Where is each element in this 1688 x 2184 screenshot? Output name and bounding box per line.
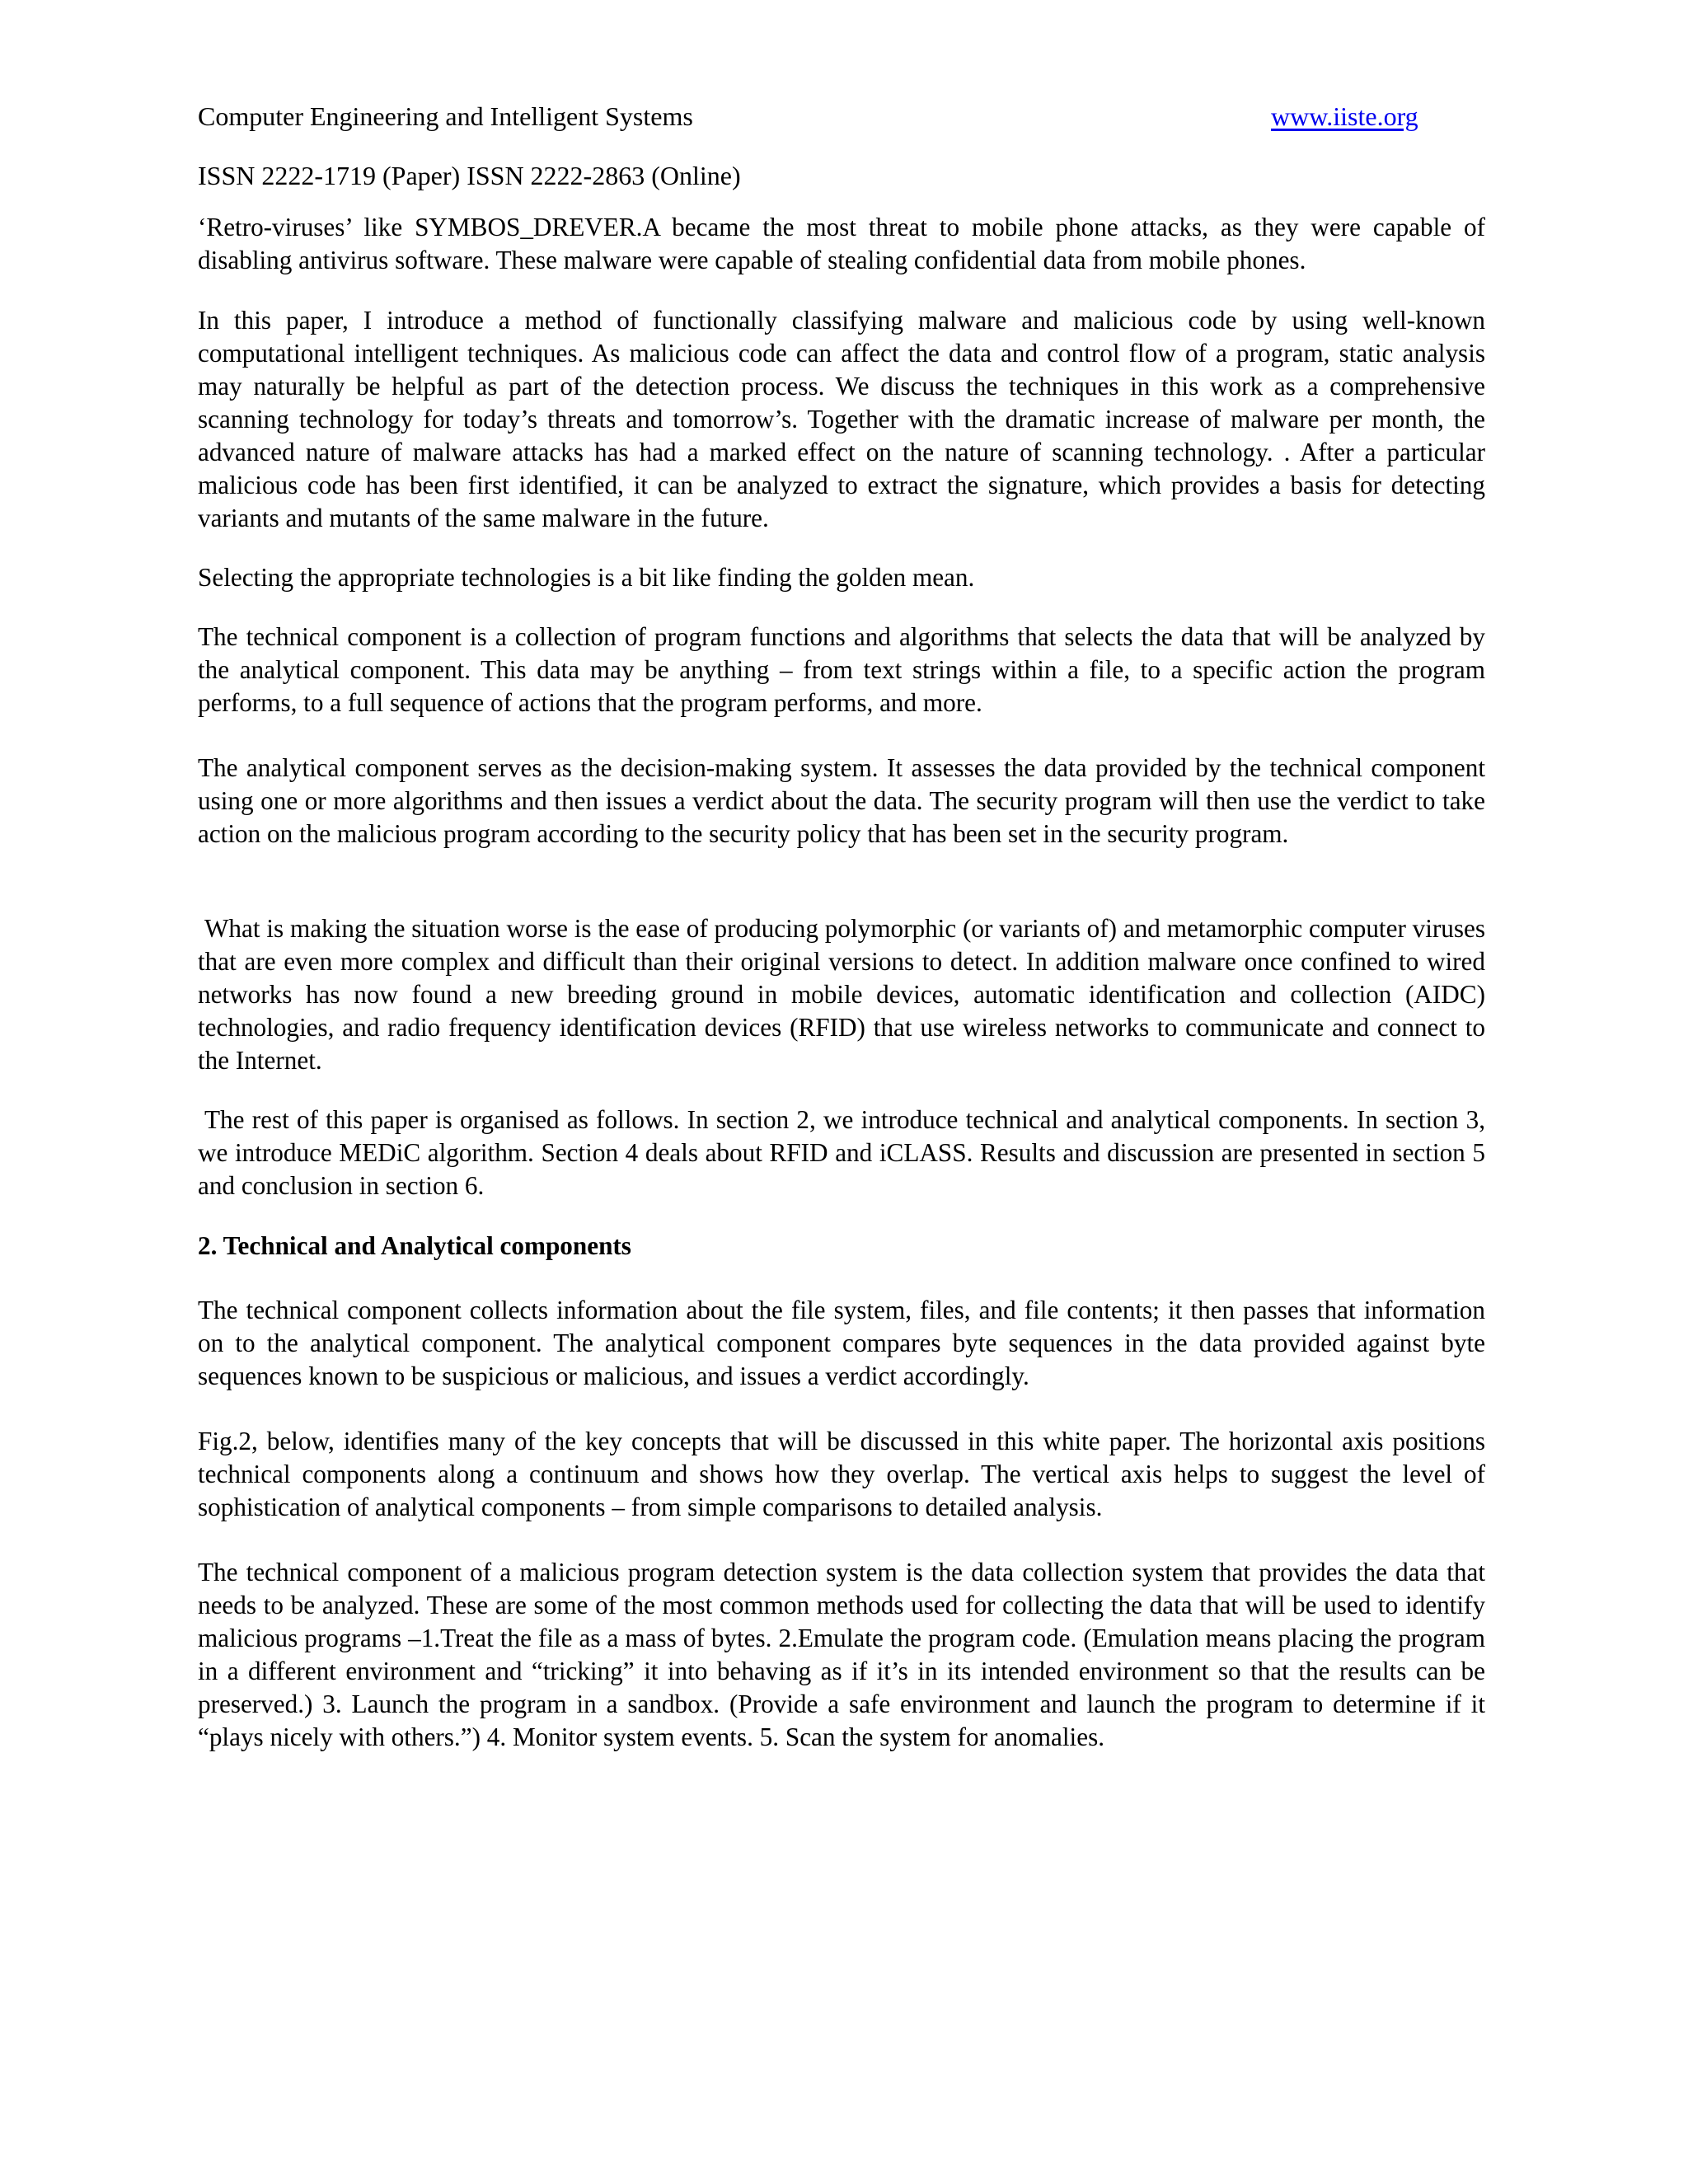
- running-header: [198, 97, 1485, 135]
- section-2-heading: 2. Technical and Analytical components: [198, 1231, 631, 1260]
- paper-page: [198, 97, 1485, 1754]
- paragraph-analytical-component: The analytical component serves as the decision-making system. It assesses the data provided by the technical component using one or more algorithms and then issues a verdict about the data. The security program will then use the verdict to take action on the malicious program according to the security policy that has been set in the security program.: [198, 753, 1485, 848]
- journal-url-link[interactable]: www.iiste.org: [1271, 101, 1418, 131]
- paragraph-paper-organisation: The rest of this paper is organised as follows. In section 2, we introduce technical and analytical components. In section 3, we introduce MEDiC algorithm. Section 4 deals about RFID and iCLASS. Results and discussion are presented in section 5 and conclusion in section 6.: [198, 1105, 1485, 1200]
- paragraph-technical-collects: The technical component collects information about the file system, files, and file contents; it then passes that information on to the analytical component. The analytical component compares byte sequences in the data provided against byte sequences known to be suspicious or malicious, and issues a verdict accordingly.: [198, 1296, 1485, 1390]
- journal-title: Computer Engineering and Intelligent Systems: [198, 101, 693, 131]
- paragraph-golden-mean: Selecting the appropriate technologies is a bit like finding the golden mean.: [198, 563, 975, 592]
- paragraph-technical-component: The technical component is a collection of program functions and algorithms that selects the data that will be analyzed by the analytical component. This data may be anything – from text strings within a file, to a specific action the program performs, to a full sequence of actions that the program performs, and more.: [198, 622, 1485, 717]
- issn-line: ISSN 2222-1719 (Paper) ISSN 2222-2863 (Online): [198, 161, 741, 190]
- paragraph-data-collection-methods: The technical component of a malicious program detection system is the data collection system that provides the data that needs to be analyzed. These are some of the most common methods used for collecting the data that will be used to identify malicious programs –1.Treat the file as a mass of bytes. 2.Emulate the program code. (Emulation means placing the program in a different environment and “tricking” it into behaving as if it’s in its intended environment so that the results can be preserved.) 3. Launch the program in a sandbox. (Provide a safe environment and launch the program to determine if it “plays nicely with others.”) 4. Monitor system events. 5. Scan the system for anomalies.: [198, 1558, 1485, 1751]
- paragraph-introduction: In this paper, I introduce a method of functionally classifying malware and malicious code by using well-known computational intelligent techniques. As malicious code can affect the data and control flow of a program, static analysis may naturally be helpful as part of the detection process. We discuss the techniques in this work as a comprehensive scanning technology for today’s threats and tomorrow’s. Together with the dramatic increase of malware per month, the advanced nature of malware attacks has had a marked effect on the nature of scanning technology. . After a particular malicious code has been first identified, it can be analyzed to extract the signature, which provides a basis for detecting variants and mutants of the same malware in the future.: [198, 306, 1485, 532]
- paragraph-fig2-description: Fig.2, below, identifies many of the key concepts that will be discussed in this white paper. The horizontal axis positions technical components along a continuum and shows how they overlap. The vertical axis helps to suggest the level of sophistication of analytical components – from simple comparisons to detailed analysis.: [198, 1427, 1485, 1521]
- paragraph-polymorphic-viruses: What is making the situation worse is the ease of producing polymorphic (or variants of) and metamorphic computer viruses that are even more complex and difficult than their original versions to detect. In addition malware once confined to wired networks has now found a new breeding ground in mobile devices, automatic identification and collection (AIDC) technologies, and radio frequency identification devices (RFID) that use wireless networks to communicate and connect to the Internet.: [198, 914, 1485, 1075]
- paragraph-retro-viruses: ‘Retro-viruses’ like SYMBOS_DREVER.A became the most threat to mobile phone attacks, as they were capable of disabling antivirus software. These malware were capable of stealing confidential data from mobile phones.: [198, 213, 1485, 274]
